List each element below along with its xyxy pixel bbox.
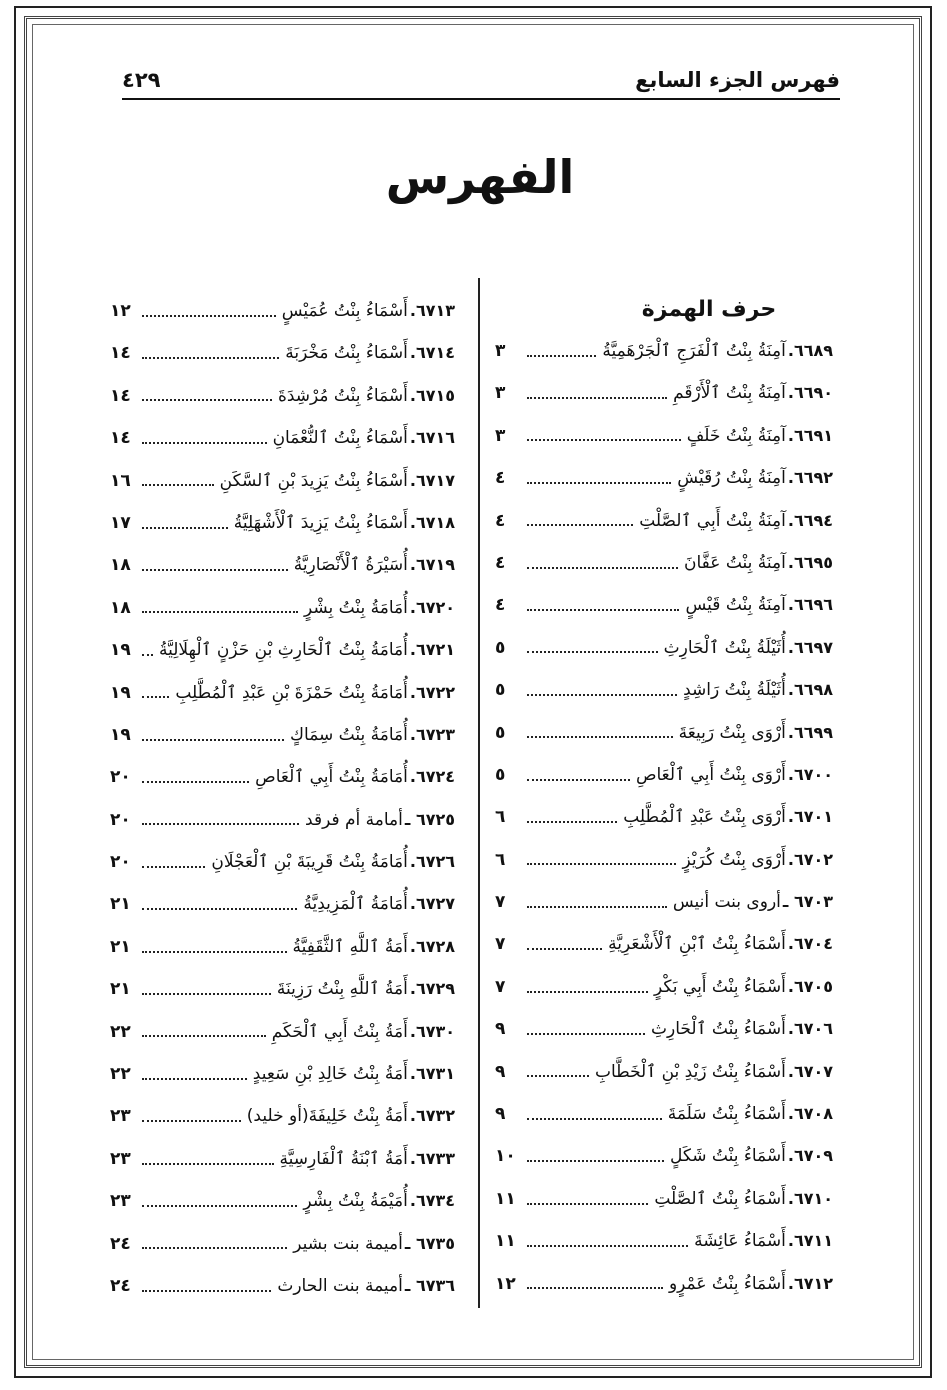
dot-leader <box>142 1034 266 1037</box>
entry-number: ٦٧٢٤. <box>409 767 455 787</box>
entry-name: أميمة بنت الحارث <box>277 1275 403 1296</box>
entry-page-number: ٤ <box>495 595 506 616</box>
entry-name: آمِنَةُ بِنْتُ خَلَفٍ <box>686 425 786 446</box>
dot-leader <box>142 653 153 656</box>
entry-name: أُمَامَةُ بِنْتُ ٱلْحَارِثِ بْنِ حَزْنٍ ٱلْهِلَالِيَّةُ <box>158 640 408 661</box>
entry-page-number: ٣ <box>495 383 506 404</box>
entry-name: أَسْمَاءُ بِنْتُ أَبِي بَكْرٍ <box>654 976 786 997</box>
entry-page-number: ١٢ <box>110 301 131 321</box>
entry-number: ٦٧٠٤. <box>787 934 833 954</box>
index-entry <box>110 1095 455 1137</box>
entry-page-number: ٢٠ <box>110 767 131 788</box>
entry-number: ٦٦٩٤. <box>787 510 833 530</box>
dot-leader <box>527 608 679 611</box>
entry-name: أَسْمَاءُ بِنْتُ ٱلنُّعْمَانِ <box>272 428 408 449</box>
entry-name: أَسْمَاءُ عَائِشَةَ <box>694 1231 786 1252</box>
entry-page-number: ٩ <box>495 1019 506 1040</box>
index-entry <box>495 1008 833 1050</box>
entry-name: أَسْمَاءُ بِنْتُ زَيْدِ بْنِ ٱلْخَطَّابِ <box>594 1061 786 1082</box>
entry-number: ٦٧١٦. <box>409 428 455 448</box>
entry-page-number: ١٩ <box>110 724 131 745</box>
dot-leader <box>527 396 667 399</box>
entry-name: أَسْمَاءُ بِنْتُ عُمَيْسٍ <box>281 301 408 321</box>
dot-leader <box>527 354 596 357</box>
index-entry <box>495 415 833 457</box>
entry-page-number: ٢٤ <box>110 1275 131 1296</box>
section-heading: حرف الهمزة <box>641 297 777 322</box>
entry-page-number: ٢٣ <box>110 1148 131 1169</box>
entry-number: ٦٧١٠. <box>787 1188 833 1208</box>
entry-number: ٦٧٣٥ ـ <box>404 1233 455 1253</box>
entry-name: أَسْمَاءُ بِنْتُ ٱلصَّلْتِ <box>654 1188 786 1209</box>
index-entry <box>495 966 833 1008</box>
entry-page-number: ١٢ <box>495 1273 516 1294</box>
entry-number: ٦٧٠٢. <box>787 849 833 869</box>
entry-number: ٦٦٩٩. <box>787 722 833 742</box>
entry-name: آمِنَةُ بِنْتُ ٱلْفَرَجِ ٱلْجَرْهَمِيَّةُ <box>602 341 786 361</box>
dot-leader <box>527 650 658 653</box>
index-entry <box>110 1223 455 1265</box>
dot-leader <box>142 738 284 741</box>
entry-page-number: ٢٣ <box>110 1191 131 1212</box>
entry-number: ٦٧٠٨. <box>787 1104 833 1124</box>
entry-page-number: ٣ <box>495 341 506 361</box>
entry-number: ٦٧٠٥. <box>787 976 833 996</box>
index-entry <box>110 799 455 841</box>
entry-name: آمِنَةُ بِنْتُ عَفَّانَ <box>684 552 786 573</box>
index-entry <box>110 926 455 968</box>
entry-name: آمِنَةُ بِنْتُ قَيْسٍ <box>685 595 786 616</box>
entry-name: أَمَةُ ٱللَّهِ ٱلثَّقَفِيَّةُ <box>292 936 408 957</box>
dot-leader <box>142 780 249 783</box>
dot-leader <box>527 523 633 526</box>
index-entry <box>110 332 455 374</box>
dot-leader <box>142 314 276 317</box>
entry-page-number: ١٧ <box>110 512 131 533</box>
column-divider <box>478 278 480 1308</box>
page-number: ٤٢٩ <box>122 68 161 92</box>
entry-page-number: ٥ <box>495 764 506 785</box>
dot-leader <box>142 610 298 613</box>
entry-page-number: ٥ <box>495 637 506 658</box>
index-entry <box>110 714 455 756</box>
entry-name: أُمَامَةُ بِنْتُ قَرِيبَةَ بْنِ ٱلْعَجْلَانِ <box>211 852 408 873</box>
entry-name: أَسْمَاءُ بِنْتُ يَزِيدَ بْنِ ٱلسَّكَنِ <box>219 470 408 491</box>
index-entry <box>110 1011 455 1053</box>
dot-leader <box>527 1117 662 1120</box>
dot-leader <box>142 907 297 910</box>
entry-number: ٦٧١١. <box>787 1231 833 1251</box>
dot-leader <box>527 947 602 950</box>
entry-number: ٦٧٠٧. <box>787 1061 833 1081</box>
index-column-right <box>495 290 833 1305</box>
entry-name: أَرْوَى بِنْتُ كُرَيْزٍ <box>682 849 786 870</box>
index-entry <box>495 923 833 965</box>
entry-number: ٦٧٠٠. <box>787 764 833 784</box>
entry-page-number: ١٩ <box>110 640 131 661</box>
index-entry <box>110 460 455 502</box>
index-entry <box>110 1180 455 1222</box>
dot-leader <box>142 1289 271 1292</box>
entry-number: ٦٧٢٨. <box>409 936 455 956</box>
entry-page-number: ١٨ <box>110 555 131 576</box>
entry-number: ٦٧٢٩. <box>409 979 455 999</box>
index-entry <box>495 330 833 372</box>
index-entry <box>495 669 833 711</box>
entry-name: أُثَيْلَةُ بِنْتُ ٱلْحَارِثِ <box>663 637 786 658</box>
dot-leader <box>142 441 267 444</box>
entry-name: أُمَامَةُ بِنْتُ حَمْزَةَ بْنِ عَبْدِ ٱلْمُطَّلِبِ <box>175 682 408 703</box>
entry-number: ٦٧٣٠. <box>409 1021 455 1041</box>
index-entry <box>110 1265 455 1307</box>
entry-number: ٦٧١٤. <box>409 343 455 363</box>
dot-leader <box>142 398 272 401</box>
entry-page-number: ٤ <box>495 510 506 531</box>
entry-page-number: ٥ <box>495 722 506 743</box>
entry-number: ٦٧٣٢. <box>409 1106 455 1126</box>
entry-page-number: ٥ <box>495 680 506 701</box>
entry-page-number: ٦ <box>495 807 506 828</box>
dot-leader <box>527 778 630 781</box>
dot-leader <box>142 822 299 825</box>
index-entry <box>495 627 833 669</box>
dot-leader <box>142 992 271 995</box>
index-column-left <box>110 290 455 1307</box>
entry-name: أَمَةُ بِنْتُ خَالِدِ بْنِ سَعِيدٍ <box>252 1064 408 1085</box>
index-entry <box>495 500 833 542</box>
dot-leader <box>527 481 671 484</box>
entry-name: أُمَامَةُ بِنْتُ سِمَاكٍ <box>290 724 408 745</box>
entry-page-number: ١٤ <box>110 343 131 364</box>
index-entry <box>495 1093 833 1135</box>
entry-number: ٦٧٢٦. <box>409 852 455 872</box>
entry-page-number: ٢٣ <box>110 1106 131 1127</box>
dot-leader <box>142 1162 274 1165</box>
entry-page-number: ١١ <box>495 1231 516 1252</box>
entry-number: ٦٧٢١. <box>409 640 455 660</box>
entry-name: أَسْمَاءُ بِنْتُ ٱلْحَارِثِ <box>651 1019 786 1040</box>
index-entry <box>110 968 455 1010</box>
index-entry <box>495 1220 833 1262</box>
index-entry <box>110 883 455 925</box>
dot-leader <box>142 568 288 571</box>
entry-page-number: ١٤ <box>110 385 131 406</box>
entry-name: أميمة بنت بشير <box>293 1233 403 1254</box>
entry-page-number: ٢١ <box>110 979 131 1000</box>
entry-page-number: ٤ <box>495 468 506 489</box>
entry-page-number: ٩ <box>495 1104 506 1125</box>
entry-name: أُمَيْمَةُ بِنْتُ بِشْرٍ <box>303 1191 408 1212</box>
entry-name: أَسْمَاءُ بِنْتُ عَمْرٍو <box>668 1273 786 1294</box>
dot-leader <box>142 1077 247 1080</box>
entry-number: ٦٧١٢. <box>787 1273 833 1293</box>
entry-page-number: ١٨ <box>110 597 131 618</box>
dot-leader <box>527 566 678 569</box>
index-entry <box>110 417 455 459</box>
dot-leader <box>142 1246 287 1249</box>
entry-page-number: ٢٢ <box>110 1021 131 1042</box>
entry-name: أَرْوَى بِنْتُ رَبِيعَةَ <box>678 722 786 743</box>
dot-leader <box>527 1286 663 1289</box>
entry-number: ٦٧٢٥ ـ <box>404 809 455 829</box>
dot-leader <box>527 1159 664 1162</box>
dot-leader <box>142 695 169 698</box>
entry-number: ٦٧٣٣. <box>409 1148 455 1168</box>
entry-page-number: ٧ <box>495 892 506 913</box>
entry-number: ٦٧٠٩. <box>787 1146 833 1166</box>
dot-leader <box>142 865 205 868</box>
entry-name: أَسْمَاءُ بِنْتُ مُرْشِدَةَ <box>277 385 408 406</box>
index-entry <box>110 672 455 714</box>
entry-number: ٦٧٢٢. <box>409 682 455 702</box>
entry-name: أُمَامَةُ بِنْتُ بِشْرٍ <box>303 597 408 618</box>
entry-page-number: ٢٢ <box>110 1064 131 1085</box>
entry-page-number: ٢٠ <box>110 809 131 830</box>
dot-leader <box>142 356 279 359</box>
entry-name: أمامة أم فرقد <box>305 809 403 830</box>
entry-name: أَرْوَى بِنْتُ أَبِي ٱلْعَاصِ <box>635 764 786 785</box>
entry-name: أَمَةُ بِنْتُ خَلِيفَةَ(أو خليد) <box>246 1106 408 1127</box>
entry-number: ٦٧٠١. <box>787 807 833 827</box>
index-entry <box>110 1138 455 1180</box>
index-entry <box>110 502 455 544</box>
entry-number: ٦٦٩٢. <box>787 468 833 488</box>
entry-name: أَسْمَاءُ بِنْتُ ٱبْنِ ٱلْأَشْعَرِيَّةِ <box>608 934 786 955</box>
entry-page-number: ٧ <box>495 934 506 955</box>
dot-leader <box>527 693 677 696</box>
entry-name: أُمَامَةُ بِنْتُ أَبِي ٱلْعَاصِ <box>255 767 408 788</box>
index-entry <box>110 756 455 798</box>
index-entry <box>495 1051 833 1093</box>
entry-number: ٦٦٩١. <box>787 425 833 445</box>
index-entry <box>110 841 455 883</box>
index-entry <box>495 372 833 414</box>
index-entry <box>110 587 455 629</box>
entry-page-number: ١٤ <box>110 428 131 449</box>
entry-number: ٦٦٩٧. <box>787 637 833 657</box>
entry-page-number: ٩ <box>495 1061 506 1082</box>
index-entry <box>495 1135 833 1177</box>
entry-name: أُسَيْرَةُ ٱلْأَنْصَارِيَّةُ <box>293 555 408 576</box>
dot-leader <box>527 735 673 738</box>
entry-name: آمِنَةُ بِنْتُ رُقَيْشٍ <box>677 468 786 489</box>
dot-leader <box>527 990 648 993</box>
dot-leader <box>527 862 676 865</box>
entry-number: ٦٧١٧. <box>409 470 455 490</box>
index-title: الفهرس <box>385 150 575 204</box>
entry-number: ٦٧٠٦. <box>787 1019 833 1039</box>
entry-name: آمِنَةُ بِنْتُ أَبِي ٱلصَّلْتِ <box>639 510 786 531</box>
entry-number: ٦٦٩٥. <box>787 552 833 572</box>
entry-name: أَسْمَاءُ بِنْتُ سَلَمَةَ <box>667 1104 786 1125</box>
entry-name: أَمَةُ بِنْتُ أَبِي ٱلْحَكَمِ <box>271 1021 408 1042</box>
dot-leader <box>527 1244 688 1247</box>
entry-number: ٦٧١٥. <box>409 385 455 405</box>
entry-page-number: ١١ <box>495 1188 516 1209</box>
dot-leader <box>142 1204 297 1207</box>
entry-number: ٦٧٢٣. <box>409 724 455 744</box>
index-entry <box>495 1263 833 1305</box>
index-entry <box>110 629 455 671</box>
entry-number: ٦٧٣١. <box>409 1064 455 1084</box>
entry-name: أَسْمَاءُ بِنْتُ مَخْرَبَةَ <box>285 343 408 364</box>
header-title: فهرس الجزء السابع <box>635 68 840 92</box>
entry-number: ٦٧١٩. <box>409 555 455 575</box>
index-entry <box>495 542 833 584</box>
entry-page-number: ٧ <box>495 976 506 997</box>
dot-leader <box>527 820 617 823</box>
index-entry <box>495 881 833 923</box>
entry-name: أَسْمَاءُ بِنْتُ شَكَلٍ <box>670 1146 786 1167</box>
entry-number: ٦٧١٣. <box>409 301 455 320</box>
entry-page-number: ٦ <box>495 849 506 870</box>
entry-page-number: ٢١ <box>110 894 131 915</box>
index-entry <box>495 839 833 881</box>
index-entry <box>495 754 833 796</box>
index-entry <box>495 712 833 754</box>
entry-page-number: ١٦ <box>110 470 131 491</box>
dot-leader <box>142 1119 241 1122</box>
entry-page-number: ٢٠ <box>110 852 131 873</box>
entry-number: ٦٧١٨. <box>409 512 455 532</box>
index-entry <box>110 1053 455 1095</box>
index-entry <box>110 544 455 586</box>
entry-name: أَسْمَاءُ بِنْتُ يَزِيدَ ٱلْأَشْهَلِيَّةُ <box>233 512 408 533</box>
entry-number: ٦٧٢٠. <box>409 597 455 617</box>
entry-number: ٦٦٩٦. <box>787 595 833 615</box>
dot-leader <box>142 483 214 486</box>
running-header <box>122 62 840 100</box>
entry-name: أُثَيْلَةُ بِنْتُ رَاشِدٍ <box>683 680 786 701</box>
entry-number: ٦٧٣٤. <box>409 1191 455 1211</box>
index-entry <box>110 290 455 332</box>
entry-number: ٦٧٠٣ ـ <box>782 892 833 912</box>
dot-leader <box>527 1074 589 1077</box>
index-entry <box>495 457 833 499</box>
entry-page-number: ٢٤ <box>110 1233 131 1254</box>
entry-page-number: ١٩ <box>110 682 131 703</box>
index-entry <box>495 584 833 626</box>
dot-leader <box>527 1202 648 1205</box>
dot-leader <box>142 526 228 529</box>
dot-leader <box>527 438 681 441</box>
entry-number: ٦٧٢٧. <box>409 894 455 914</box>
dot-leader <box>527 905 667 908</box>
entry-name: أَرْوَى بِنْتُ عَبْدِ ٱلْمُطَّلِبِ <box>623 807 786 828</box>
entry-name: أَمَةُ ٱللَّهِ بِنْتُ رَزِينَةَ <box>276 979 408 1000</box>
dot-leader <box>142 950 287 953</box>
entry-number: ٦٦٩٠. <box>787 383 833 403</box>
entry-name: أُمَامَةُ ٱلْمَزِيدِيَّةُ <box>303 894 408 915</box>
entry-page-number: ٣ <box>495 425 506 446</box>
entry-page-number: ٢١ <box>110 936 131 957</box>
entry-page-number: ٤ <box>495 552 506 573</box>
entry-page-number: ١٠ <box>495 1146 516 1167</box>
index-entry <box>495 1178 833 1220</box>
index-entry <box>110 375 455 417</box>
entry-name: أروى بنت أنيس <box>672 892 781 913</box>
dot-leader <box>527 1032 645 1035</box>
entry-number: ٦٦٩٨. <box>787 680 833 700</box>
entry-number: ٦٧٣٦ ـ <box>404 1275 455 1295</box>
entry-number: ٦٦٨٩. <box>787 341 833 360</box>
entry-name: أَمَةُ ٱبْنَةُ ٱلْفَارِسِيَّةِ <box>279 1148 408 1169</box>
index-entry <box>495 796 833 838</box>
entry-name: آمِنَةُ بِنْتُ ٱلْأَرْقَمِ <box>673 383 786 404</box>
